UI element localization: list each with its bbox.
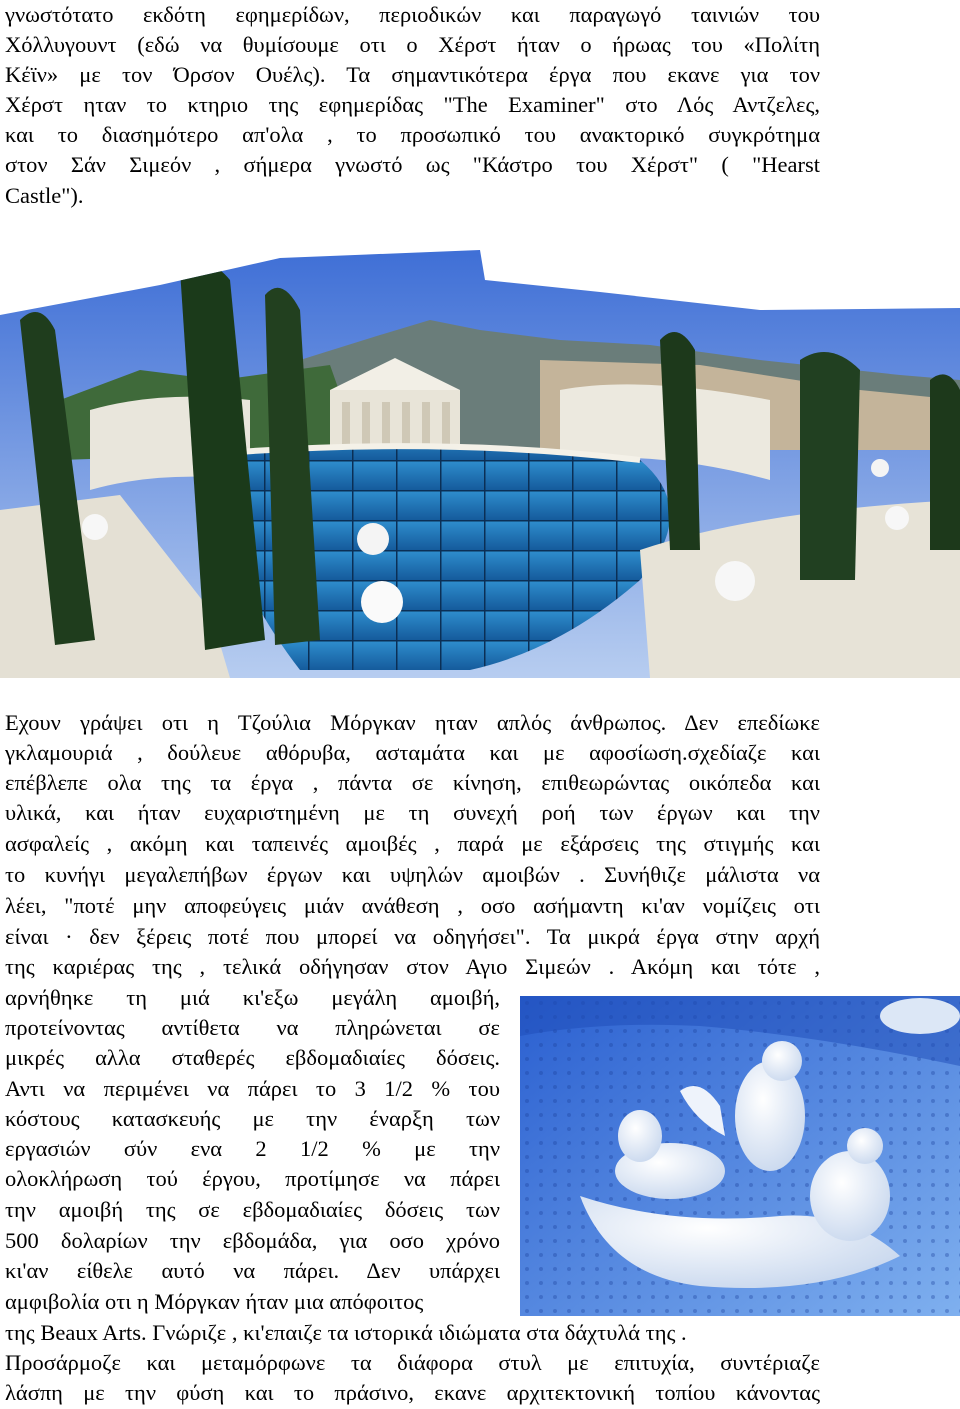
text-line: λέει, "ποτέ μην αποφεύγεις μιάν ανάθεση , οσο ασήμαντη κι'αν νομίζεις οτι — [5, 893, 820, 918]
text-line: γνωστότατο εκδότη εφημερίδων, περιοδικών και παραγωγό ταινιών του — [5, 2, 820, 27]
text-line: ολοκλήρωση τού έργου, προτίμησε να πάρει — [5, 1166, 500, 1191]
hearst-castle-pool-photo — [0, 250, 960, 678]
text-line: Εχουν γράψει οτι η Τζούλια Μόργκαν ηταν απλός άνθρωπος. Δεν επεδίωκε — [5, 710, 820, 735]
text-line: την αμοιβή της σε εβδομαδιαίες δόσεις των — [5, 1197, 500, 1222]
text-line: μικρές αλλα σταθερές εβδομαδιαίες δόσεις. — [5, 1045, 500, 1070]
text-line: της καριέρας της , τελικά οδήγησαν στον Αγιο Σιμεών . Ακόμη και τότε , — [5, 954, 820, 979]
text-line: της Beaux Arts. Γνώριζε , κι'επαιζε τα ιστορικά ιδιώματα στα δάχτυλά της . — [5, 1320, 687, 1345]
text-line: προτείνοντας αντίθετα να πληρώνεται σε — [5, 1015, 500, 1040]
text-line: γκλαμουριά , δούλευε αθόρυβα, ασταμάτα και με αφοσίωση.σχεδίαζε και — [5, 740, 820, 765]
text-line: Προσάρμοζε και μεταμόρφωνε τα διάφορα στυλ με επιτυχία, συντέριαζε — [5, 1350, 820, 1375]
text-line: στον Σάν Σιμεόν , σήμερα γνωστό ως "Κάστρο του Χέρστ" ( "Hearst — [5, 152, 820, 177]
text-line: Κέϊν» με τον Όρσον Ουέλς). Τα σημαντικότερα έργα που εκανε για τον — [5, 62, 820, 87]
text-line: ασφαλείς , ακόμη και ταπεινές αμοιβές , παρά με εξάρσεις της στιγμής και — [5, 831, 820, 856]
text-line: Αντι να περιμένει να πάρει το 3 1/2 % του — [5, 1076, 500, 1101]
text-line: κόστους κατασκευής με την έναρξη των — [5, 1106, 500, 1131]
text-line: λάσπη με την φύση και το πράσινο, εκανε αρχιτεκτονική τοπίου κάνοντας — [5, 1380, 820, 1405]
text-line: αρνήθηκε τη μιά κι'εξω μεγάλη αμοιβή, — [5, 985, 500, 1010]
text-line: το κυνήγι μεγαλεπήβων έργων και υψηλών αμοιβών . Συνήθιζε μάλιστα να — [5, 862, 820, 887]
text-line: Χέρστ ηταν το κτηριο της εφημερίδας "The Examiner" στο Λός Αντζελες, — [5, 92, 820, 117]
text-line: και το διασημότερο απ'ολα , το προσωπικό του ανακτορικό συγκρότημα — [5, 122, 820, 147]
text-line: υλικά, και ήταν ευχαριστημένη με τη συνεχή ροή των έργων και την — [5, 800, 820, 825]
pool-sculpture-photo — [520, 996, 960, 1316]
text-line: 500 δολαρίων την εβδομάδα, για οσο χρόνο — [5, 1228, 500, 1253]
text-line: Χόλλυγουντ (εδώ να θυμίσουμε οτι ο Χέρστ ήταν ο ήρωας του «Πολίτη — [5, 32, 820, 57]
text-line: εργασιών σύν ενα 2 1/2 % με την — [5, 1136, 500, 1161]
text-line: αμφιβολία οτι η Μόργκαν ήταν μια απόφοιτος — [5, 1289, 424, 1314]
text-line: επέβλεπε ολα της τα έργα , πάντα σε κίνηση, επιθεωρώντας οικόπεδα και — [5, 770, 820, 795]
text-line: κι'αν είθελε αυτό να πάρει. Δεν υπάρχει — [5, 1258, 500, 1283]
text-line: Castle"). — [5, 183, 84, 208]
text-line: είναι · δεν ξέρεις ποτέ που μπορεί να οδηγήσει". Τα μικρά έργα στην αρχή — [5, 924, 820, 949]
